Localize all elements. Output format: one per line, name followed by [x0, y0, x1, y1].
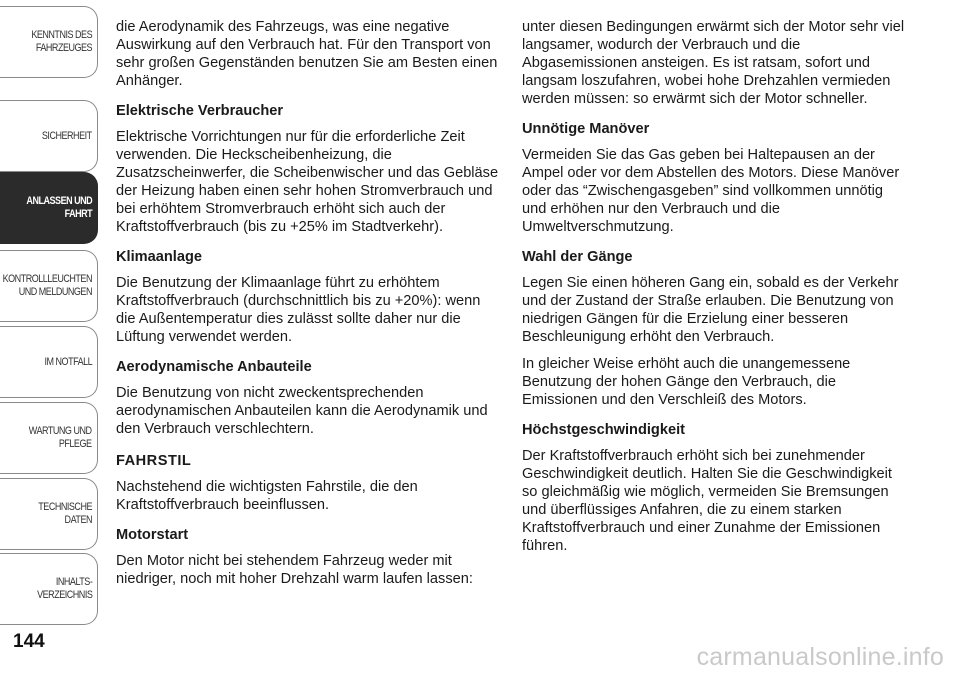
paragraph: In gleicher Weise erhöht auch die unangemessene Benutzung der hohen Gänge den Verbrauch, die Emissionen und den Verschleiß des Motors. — [522, 356, 851, 408]
tab-label: KENNTNIS DES FAHRZEUGES — [31, 29, 92, 54]
section-heading: Klimaanlage — [116, 249, 202, 265]
paragraph: Nachstehend die wichtigsten Fahrstile, die den Kraftstoffverbrauch beeinflussen. — [116, 479, 418, 513]
right-column — [522, 18, 907, 564]
paragraph: Der Kraftstoffverbrauch erhöht sich bei zunehmender Geschwindigkeit deutlich. Halten Sie die Geschwindigkeit so gleichmäßig wie möglich, vermeiden Sie Bremsungen und überflüssiges Anfahren, die zu einem starken Kraftstoffverbrauch und einer Zunahme der Emissionen führen. — [522, 448, 892, 554]
paragraph: unter diesen Bedingungen erwärmt sich der Motor sehr viel langsamer, wodurch der Verbrauch und die Abgasemissionen ansteigen. Es ist ratsam, sofort und langsam loszufahren, wobei hohe Drehzahlen vermieden werden müssen: so erwärmt sich der Motor schneller. — [522, 19, 905, 107]
tab-label: IM NOTFALL — [44, 355, 92, 368]
left-column — [116, 18, 501, 597]
paragraph: Vermeiden Sie das Gas geben bei Haltepausen an der Ampel oder vor dem Abstellen des Motors. Diese Manöver oder das “Zwischengasgeben” sind vollkommen unnötig und erhöhen nur den Verbrauch und die Umweltverschmutzung. — [522, 147, 900, 235]
watermark: carmanualsonline.info — [696, 643, 944, 671]
section-heading: Elektrische Verbraucher — [116, 103, 284, 119]
section-heading: Wahl der Gänge — [522, 249, 633, 265]
section-heading: Unnötige Manöver — [522, 121, 650, 137]
tab-label: TECHNISCHE DATEN — [38, 501, 92, 526]
paragraph: Die Benutzung der Klimaanlage führt zu erhöhtem Kraftstoffverbrauch (durchschnittlich bis zu +20%): wenn die Außentemperatur dies zulässt sollte daher nur die Lüftung verwendet werden. — [116, 275, 481, 345]
tab-kenntnis-des-fahrzeuges[interactable] — [0, 6, 98, 78]
section-heading: Motorstart — [116, 527, 189, 543]
tab-label: KONTROLLLEUCHTEN UND MELDUNGEN — [2, 273, 92, 298]
page-number: 144 — [13, 631, 45, 652]
tab-label: SICHERHEIT — [42, 129, 92, 142]
tab-label: ANLASSEN UND FAHRT — [26, 195, 92, 220]
paragraph: Die Benutzung von nicht zweckentsprechenden aerodynamischen Anbauteilen kann die Aerodynamik und den Verbrauch verschlechtern. — [116, 385, 488, 437]
tab-label: INHALTS- VERZEICHNIS — [36, 576, 92, 601]
paragraph: Elektrische Vorrichtungen nur für die erforderliche Zeit verwenden. Die Heckscheibenheizung, die Zusatzscheinwerfer, die Scheibenwischer und das Gebläse der Heizung haben einen sehr hohen Stromverbrauch und bei erhöhtem Stromverbrauch erhöht sich auch der Kraftstoffverbrauch (bis zu +25% im Stadtverkehr). — [116, 129, 499, 235]
paragraph: die Aerodynamik des Fahrzeugs, was eine negative Auswirkung auf den Verbrauch hat. Für den Transport von sehr großen Gegenständen benutzen Sie am Besten einen Anhänger. — [116, 19, 498, 89]
section-heading: Aerodynamische Anbauteile — [116, 359, 312, 375]
tab-label: WARTUNG UND PFLEGE — [29, 425, 92, 450]
tab-kontrollleuchten[interactable] — [0, 250, 98, 322]
chapter-heading: FAHRSTIL — [116, 453, 192, 469]
paragraph: Legen Sie einen höheren Gang ein, sobald es der Verkehr und der Zustand der Straße erlauben. Die Benutzung von niedrigen Gängen für die Erzielung einer besseren Beschleunigung erhöht den Verbrauch. — [522, 275, 899, 345]
tab-wartung-und-pflege[interactable] — [0, 402, 98, 474]
tab-anlassen-und-fahrt[interactable] — [0, 172, 98, 244]
tab-im-notfall[interactable] — [0, 326, 98, 398]
tab-technische-daten[interactable] — [0, 478, 98, 550]
paragraph: Den Motor nicht bei stehendem Fahrzeug weder mit niedriger, noch mit hoher Drehzahl warm laufen lassen: — [116, 553, 473, 587]
tab-inhaltsverzeichnis[interactable] — [0, 553, 98, 625]
tab-sicherheit[interactable] — [0, 100, 98, 172]
section-heading: Höchstgeschwindigkeit — [522, 422, 685, 438]
chapter-sidebar — [0, 0, 100, 640]
